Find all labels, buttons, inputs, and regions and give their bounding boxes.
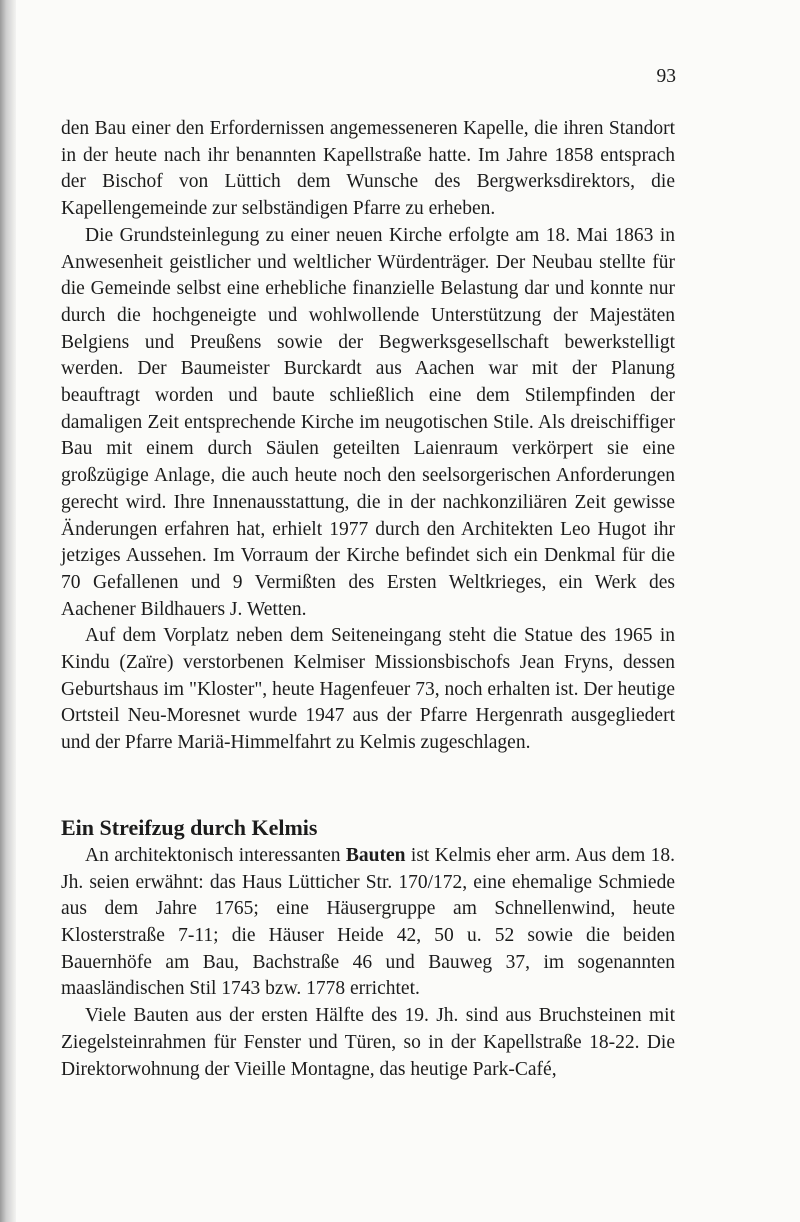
section-body xyxy=(61,843,675,1083)
paragraph-3: Auf dem Vorplatz neben dem Seiteneingang steht die Statue des 1965 in Kindu (Zaïre) verstorbenen Kelmiser Missionsbischofs Jean Fryns, dessen Geburtshaus im "Kloster", heute Hagenfeuer 73, noch erhalten ist. Der heutige Ortsteil Neu-Moresnet wurde 1947 aus der Pfarre Hergenrath ausgegliedert und der Pfarre Mariä-Himmelfahrt zu Kelmis zugeschlagen. xyxy=(61,625,675,754)
paragraph-2: Die Grundsteinlegung zu einer neuen Kirche erfolgte am 18. Mai 1863 in Anwesenheit geistlicher und weltlicher Würdenträger. Der Neubau stellte für die Gemeinde selbst eine erhebliche finanzielle Belastung dar und konnte nur durch die hochgeneigte und wohlwollende Unterstützung der Majestäten Belgiens und Preußens sowie der Begwerksgesellschaft bewerkstelligt werden. Der Baumeister Burckardt aus Aachen war mit der Planung beauftragt worden und baute schließlich eine dem Stilempfinden der damaligen Zeit entsprechende Kirche im neugotischen Stile. Als dreischiffiger Bau mit einem durch Säulen geteilten Laienraum verkörpert sie eine großzügige Anlage, die auch heute noch den seelsorgerischen Anforderungen gerecht wird. Ihre Innenausstattung, die in der nachkonziliären Zeit gewisse Änderungen erfahren hat, erhielt 1977 durch den Architekten Leo Hugot ihr jetziges Aussehen. Im Vorraum der Kirche befindet sich ein Denkmal für die 70 Gefallenen und 9 Vermißten des Ersten Weltkrieges, ein Werk des Aachener Bildhauers J. Wetten. xyxy=(61,224,675,620)
section-paragraph-1-start: An architektonisch interessanten xyxy=(85,844,346,866)
section-paragraph-1-rest: ist Kelmis eher arm. Aus dem 18. Jh. seien erwähnt: das Haus Lütticher Str. 170/172, eine ehemalige Schmiede aus dem Jahre 1765; eine Häusergruppe am Schnellenwind, heute Klosterstraße 7-11; die Häuser Heide 42, 50 u. 52 sowie die beiden Bauernhöfe am Bau, Bachstraße 46 und Bauweg 37, im sogenannten maasländischen Stil 1743 bzw. 1778 errichtet. xyxy=(61,844,675,1000)
book-spine-shadow xyxy=(0,0,16,1222)
page-body xyxy=(61,116,675,1083)
section-paragraph-1 xyxy=(61,843,675,1003)
bold-term-bauten: Bauten xyxy=(345,844,406,866)
section-heading: Ein Streifzug durch Kelmis xyxy=(61,814,318,840)
page-number: 93 xyxy=(656,66,676,87)
paragraph-1: den Bau einer den Erfordernissen angemesseneren Kapelle, die ihren Standort in der heute nach ihr benannten Kapellstraße hatte. Im Jahre 1858 entsprach der Bischof von Lüttich dem Wunsche des Bergwerksdirektors, die Kapellengemeinde zur selbständigen Pfarre zu erheben. xyxy=(61,118,675,220)
section-paragraph-2: Viele Bauten aus der ersten Hälfte des 19. Jh. sind aus Bruchsteinen mit Ziegelsteinrahmen für Fenster und Türen, so in der Kapellstraße 18-22. Die Direktorwohnung der Vieille Montagne, das heutige Park-Café, xyxy=(61,1005,675,1080)
